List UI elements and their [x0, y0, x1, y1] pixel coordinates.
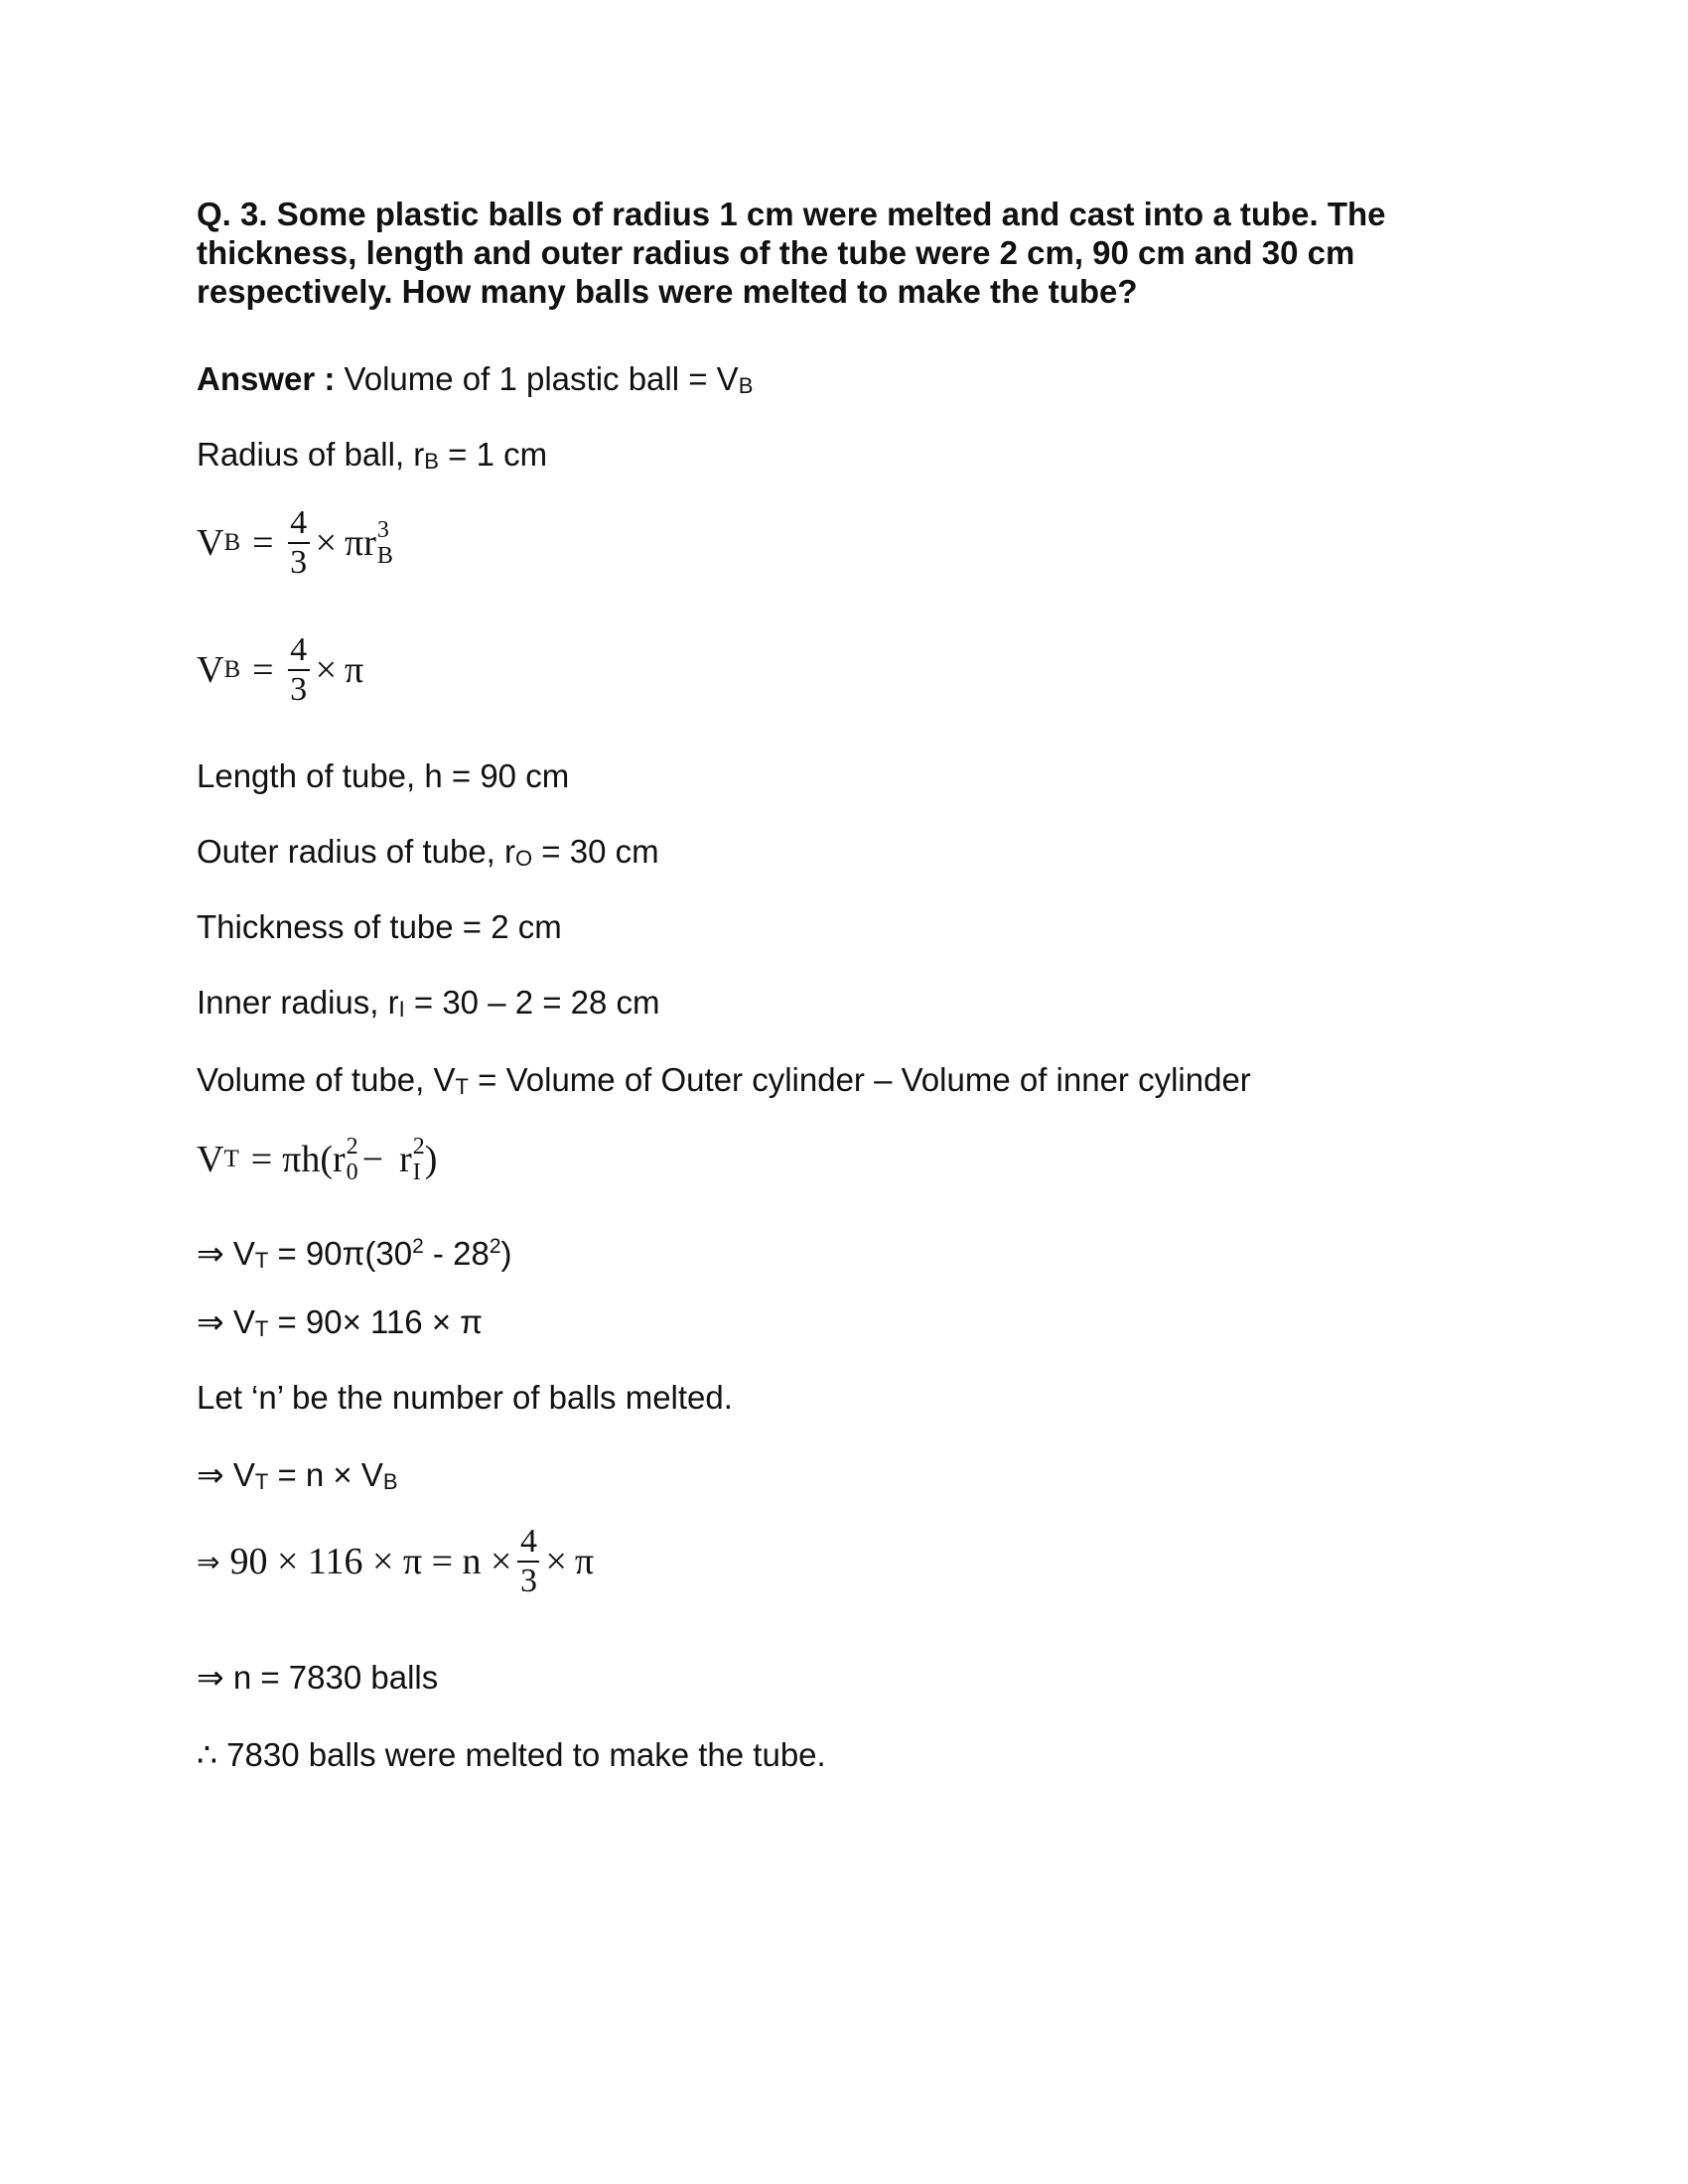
outer-radius-line: Outer radius of tube, rO = 30 cm	[197, 833, 659, 871]
step-vt-expansion: ⇒ VT = $90\pi(30^2 - 28^2)$	[197, 1235, 512, 1273]
length-tube-line: Length of tube, h = 90 cm	[197, 757, 570, 794]
answer-text: Volume of 1 plastic ball = V	[335, 360, 739, 397]
equation-volume-tube-formula: V T = π h ( r 2 0 − r 2 I )	[197, 1134, 438, 1185]
question-text: Q. 3. Some plastic balls of radius 1 cm were melted and cast into a tube. The thickness, length and outer radius of the tube were 2 cm, 90 cm and 30 cm respectively. How many balls were melted to make the tube?	[197, 196, 1386, 310]
radius-ball-line: Radius of ball, rB = 1 cm	[197, 436, 548, 474]
step-vt-n-vb: ⇒ VT = n × VB	[197, 1456, 398, 1494]
fraction-four-thirds: $\frac{4}{3}$	[288, 504, 310, 582]
let-n-line: Let ‘n’ be the number of balls melted.	[197, 1379, 733, 1416]
equation-solve-n: ⇒ 90 × 116 × π = n × $\frac{4}{3}$ × π	[197, 1523, 595, 1599]
inner-radius-line: Inner radius, rI = 30 – 2 = 28 cm	[197, 984, 660, 1022]
conclusion-line: ∴ 7830 balls were melted to make the tube.	[197, 1736, 826, 1773]
equation-volume-ball-value: V B = $\frac{4}{3}$ × π	[197, 631, 364, 708]
fraction-four-thirds: $\frac{4}{3}$	[517, 1523, 539, 1600]
answer-line: Answer : Volume of 1 plastic ball = VB	[197, 360, 754, 398]
fraction-four-thirds: $\frac{4}{3}$	[288, 631, 310, 709]
equation-volume-ball-formula: V B = $\frac{4}{3}$ × π r 3 B	[197, 504, 393, 581]
result-line: ⇒ n = 7830 balls	[197, 1659, 439, 1696]
step-vt-value: ⇒ VT = 90× 116 × π	[197, 1303, 484, 1341]
volume-tube-line: Volume of tube, VT = Volume of Outer cylinder – Volume of inner cylinder	[197, 1061, 1251, 1099]
answer-label: Answer :	[197, 360, 336, 397]
thickness-line: Thickness of tube = 2 cm	[197, 908, 562, 945]
